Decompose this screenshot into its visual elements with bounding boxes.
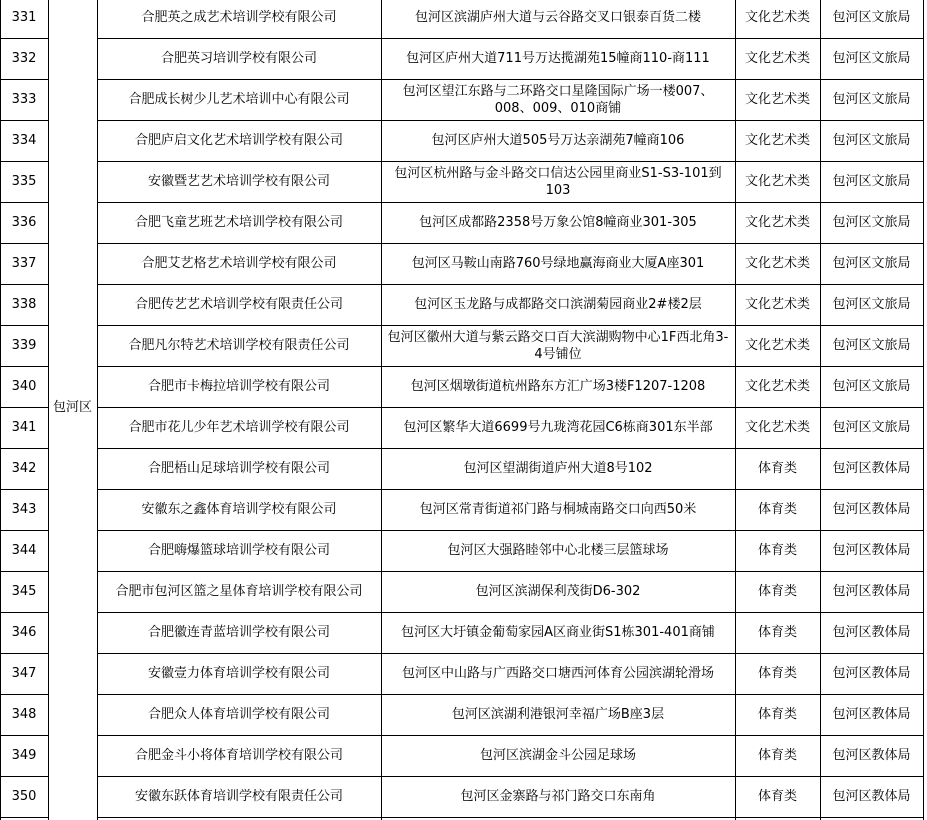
row-number: 334 [11,133,37,148]
school-category: 文化艺术类 [744,338,810,353]
row-number: 339 [11,338,37,353]
school-category: 文化艺术类 [744,174,810,189]
school-category: 体育类 [757,461,797,476]
school-category: 文化艺术类 [744,51,810,66]
row-border [97,325,924,326]
row-border [0,817,49,818]
row-number: 335 [11,174,37,189]
school-name: 合肥金斗小将体育培训学校有限公司 [134,748,343,763]
row-border [97,407,924,408]
row-border [97,776,924,777]
row-border [0,530,49,531]
row-border [97,735,924,736]
school-name: 安徽暨艺艺术培训学校有限公司 [147,174,330,189]
row-border [0,571,49,572]
row-number: 343 [11,502,37,517]
school-category: 体育类 [757,584,797,599]
row-border [97,530,924,531]
row-border [0,489,49,490]
column-border [735,0,736,820]
supervising-authority: 包河区教体局 [832,666,911,681]
school-address: 包河区滨湖庐州大道与云谷路交叉口银泰百货二楼 [414,10,701,25]
supervising-authority: 包河区文旅局 [832,256,911,271]
school-category: 体育类 [757,707,797,722]
school-address: 包河区杭州路与金斗路交口信达公园里商业S1-S3-101到103 [394,165,722,198]
school-name: 合肥英之成艺术培训学校有限公司 [141,10,337,25]
row-number: 332 [11,51,37,66]
school-name: 合肥市包河区篮之星体育培训学校有限公司 [115,584,363,599]
supervising-authority: 包河区教体局 [832,461,911,476]
row-border [0,448,49,449]
school-category: 文化艺术类 [744,256,810,271]
row-border [97,489,924,490]
column-border [97,0,98,820]
school-address: 包河区滨湖利港银河幸福广场B座3层 [451,707,665,722]
school-address: 包河区庐州大道711号万达揽湖苑15幢商110-商111 [406,51,710,66]
row-number: 347 [11,666,37,681]
column-border [923,0,924,820]
row-border [0,243,49,244]
supervising-authority: 包河区文旅局 [832,51,911,66]
school-address: 包河区烟墩街道杭州路东方汇广场3楼F1207-1208 [410,379,706,394]
row-border [0,366,49,367]
row-border [0,325,49,326]
row-border [0,653,49,654]
row-number: 346 [11,625,37,640]
row-border [97,243,924,244]
row-border [97,653,924,654]
school-category: 体育类 [757,625,797,640]
school-category: 文化艺术类 [744,133,810,148]
column-border [381,0,382,820]
row-number: 331 [11,10,37,25]
school-name: 合肥众人体育培训学校有限公司 [147,707,330,722]
school-name: 合肥英习培训学校有限公司 [160,51,317,66]
row-border [97,571,924,572]
row-border [0,161,49,162]
school-address: 包河区望江东路与二环路交口星隆国际广场一楼007、008、009、010商铺 [402,83,714,116]
supervising-authority: 包河区文旅局 [832,338,911,353]
row-number: 336 [11,215,37,230]
row-number: 337 [11,256,37,271]
supervising-authority: 包河区文旅局 [832,215,911,230]
supervising-authority: 包河区文旅局 [832,379,911,394]
supervising-authority: 包河区文旅局 [832,297,911,312]
row-border [97,694,924,695]
column-border [0,0,1,820]
row-border [0,735,49,736]
school-name: 安徽壹力体育培训学校有限公司 [147,666,330,681]
row-border [97,284,924,285]
school-address: 包河区马鞍山南路760号绿地赢海商业大厦A座301 [411,256,705,271]
school-address: 包河区常青街道祁门路与桐城南路交口向西50米 [419,502,697,517]
row-number: 349 [11,748,37,763]
school-category: 文化艺术类 [744,10,810,25]
school-name: 合肥凡尔特艺术培训学校有限责任公司 [128,338,350,353]
school-category: 体育类 [757,502,797,517]
school-category: 体育类 [757,748,797,763]
school-category: 文化艺术类 [744,379,810,394]
row-border [0,776,49,777]
school-address: 包河区大圩镇金葡萄家园A区商业街S1栋301-401商铺 [401,625,715,640]
row-border [97,120,924,121]
row-number: 350 [11,789,37,804]
row-border [97,612,924,613]
school-address: 包河区金寨路与祁门路交口东南角 [460,789,656,804]
row-number: 344 [11,543,37,558]
row-border [97,366,924,367]
row-number: 333 [11,92,37,107]
school-address: 包河区大强路睦邻中心北楼三层篮球场 [447,543,669,558]
school-category: 文化艺术类 [744,420,810,435]
column-border [820,0,821,820]
row-border [97,38,924,39]
supervising-authority: 包河区教体局 [832,543,911,558]
row-border [0,120,49,121]
school-name: 合肥市花儿少年艺术培训学校有限公司 [128,420,350,435]
school-address: 包河区滨湖保利茂街D6-302 [475,584,641,599]
school-address: 包河区中山路与广西路交口塘西河体育公园滨湖轮滑场 [401,666,714,681]
row-border [97,202,924,203]
school-address: 包河区繁华大道6699号九珑湾花园C6栋商301东半部 [403,420,713,435]
supervising-authority: 包河区教体局 [832,748,911,763]
supervising-authority: 包河区教体局 [832,584,911,599]
row-border [0,694,49,695]
school-address: 包河区滨湖金斗公园足球场 [479,748,636,763]
supervising-authority: 包河区文旅局 [832,420,911,435]
row-border [97,161,924,162]
supervising-authority: 包河区文旅局 [832,174,911,189]
row-border [97,79,924,80]
school-category: 文化艺术类 [744,92,810,107]
school-name: 合肥艾艺格艺术培训学校有限公司 [141,256,337,271]
school-address: 包河区庐州大道505号万达亲湖苑7幢商106 [431,133,685,148]
row-border [0,202,49,203]
school-name: 合肥徽连青蓝培训学校有限公司 [147,625,330,640]
school-address: 包河区望湖街道庐州大道8号102 [463,461,653,476]
school-category: 体育类 [757,543,797,558]
row-border [0,612,49,613]
school-name: 合肥嗨爆篮球培训学校有限公司 [147,543,330,558]
school-name: 合肥飞童艺班艺术培训学校有限公司 [134,215,343,230]
row-border [0,38,49,39]
school-category: 体育类 [757,789,797,804]
school-category: 文化艺术类 [744,215,810,230]
supervising-authority: 包河区文旅局 [832,92,911,107]
row-number: 340 [11,379,37,394]
supervising-authority: 包河区教体局 [832,502,911,517]
school-name: 合肥成长树少儿艺术培训中心有限公司 [128,92,350,107]
row-number: 341 [11,420,37,435]
row-number: 348 [11,707,37,722]
row-number: 338 [11,297,37,312]
school-name: 安徽东跃体育培训学校有限责任公司 [134,789,343,804]
supervising-authority: 包河区教体局 [832,707,911,722]
school-category: 文化艺术类 [744,297,810,312]
school-address: 包河区成都路2358号万象公馆8幢商业301-305 [419,215,697,230]
school-name: 合肥梧山足球培训学校有限公司 [147,461,330,476]
school-name: 合肥庐启文化艺术培训学校有限公司 [134,133,343,148]
school-address: 包河区玉龙路与成都路交口滨湖菊园商业2#楼2层 [414,297,702,312]
school-name: 合肥市卡梅拉培训学校有限公司 [147,379,330,394]
row-border [0,79,49,80]
row-border [0,407,49,408]
row-number: 342 [11,461,37,476]
school-name: 安徽东之鑫体育培训学校有限公司 [141,502,337,517]
school-name: 合肥传艺艺术培训学校有限责任公司 [134,297,343,312]
row-number: 345 [11,584,37,599]
supervising-authority: 包河区教体局 [832,625,911,640]
supervising-authority: 包河区教体局 [832,789,911,804]
column-border [48,0,49,820]
school-address: 包河区徽州大道与紫云路交口百大滨湖购物中心1F西北角3-4号铺位 [387,329,729,362]
district-cell: 包河区 [52,399,92,415]
supervising-authority: 包河区文旅局 [832,133,911,148]
row-border [0,284,49,285]
supervising-authority: 包河区文旅局 [832,10,911,25]
row-border [97,817,924,818]
school-category: 体育类 [757,666,797,681]
row-border [97,448,924,449]
